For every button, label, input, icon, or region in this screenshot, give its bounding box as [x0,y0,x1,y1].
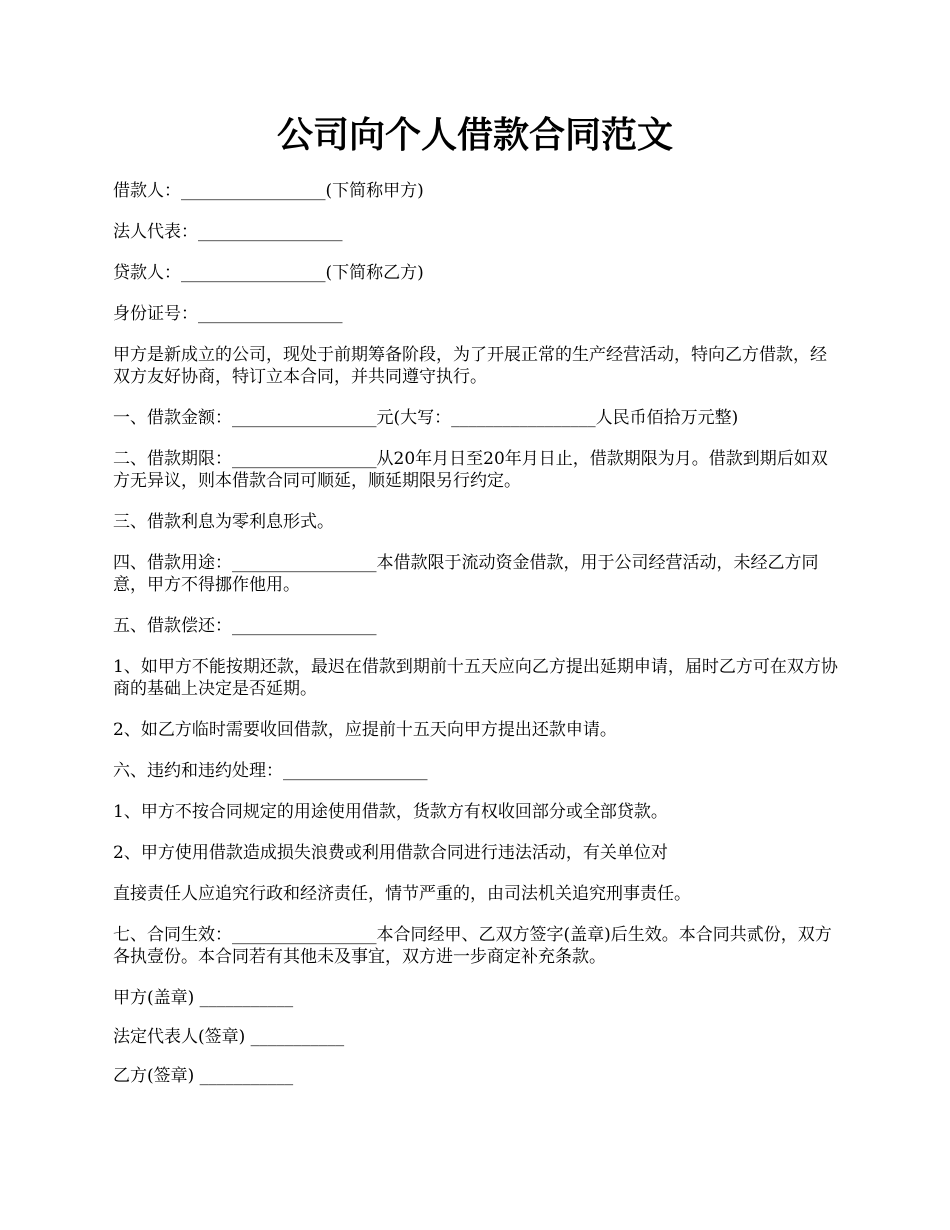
party-b-signature-line: 乙方(签章) ___________ [113,1066,294,1086]
document-body [113,180,843,1104]
repayment-item-1: 1、如甲方不能按期还款，最迟在借款到期前十五天应向乙方提出延期申请，届时乙方可在双方协商的基础上决定是否延期。 [113,657,838,699]
id-number-line: 身份证号：_________________ [113,304,343,324]
clause-loan-term: 二、借款期限：_________________从20年月日至20年月日止，借款期限为月。借款到期后如双方无异议，则本借款合同可顺延，顺延期限另行约定。 [113,449,828,491]
clause-loan-amount: 一、借款金额：_________________元(大写：_________________人民币佰拾万元整) [113,408,739,428]
party-a-signature-line: 甲方(盖章) ___________ [113,988,294,1008]
legal-representative-line: 法人代表：_________________ [113,222,343,242]
document-title: 公司向个人借款合同范文 [276,114,673,156]
breach-item-2-continued: 直接责任人应追究行政和经济责任，情节严重的，由司法机关追究刑事责任。 [113,884,691,904]
lender-line: 贷款人：_________________(下简称乙方) [113,263,424,283]
clause-loan-purpose: 四、借款用途：_________________本借款限于流动资金借款，用于公司经营活动，未经乙方同意，甲方不得挪作他用。 [113,553,819,595]
borrower-line: 借款人：_________________(下简称甲方) [113,181,424,201]
clause-repayment: 五、借款偿还：_________________ [113,616,377,636]
clause-interest: 三、借款利息为零利息形式。 [113,512,334,532]
clause-breach: 六、违约和违约处理：_________________ [113,761,428,781]
clause-effectiveness: 七、合同生效：_________________本合同经甲、乙双方签字(盖章)后生效。本合同共贰份，双方各执壹份。本合同若有其他未及事宜，双方进一步商定补充条款。 [113,925,832,967]
breach-item-1: 1、甲方不按合同规定的用途使用借款，货款方有权收回部分或全部贷款。 [113,802,668,822]
breach-item-2: 2、甲方使用借款造成损失浪费或利用借款合同进行违法活动，有关单位对 [113,843,668,863]
legal-rep-signature-line: 法定代表人(签章) ___________ [113,1027,345,1047]
preamble-paragraph: 甲方是新成立的公司，现处于前期筹备阶段，为了开展正常的生产经营活动，特向乙方借款，经双方友好协商，特订立本合同，并共同遵守执行。 [113,345,827,387]
repayment-item-2: 2、如乙方临时需要收回借款，应提前十五天向甲方提出还款申请。 [113,720,617,740]
